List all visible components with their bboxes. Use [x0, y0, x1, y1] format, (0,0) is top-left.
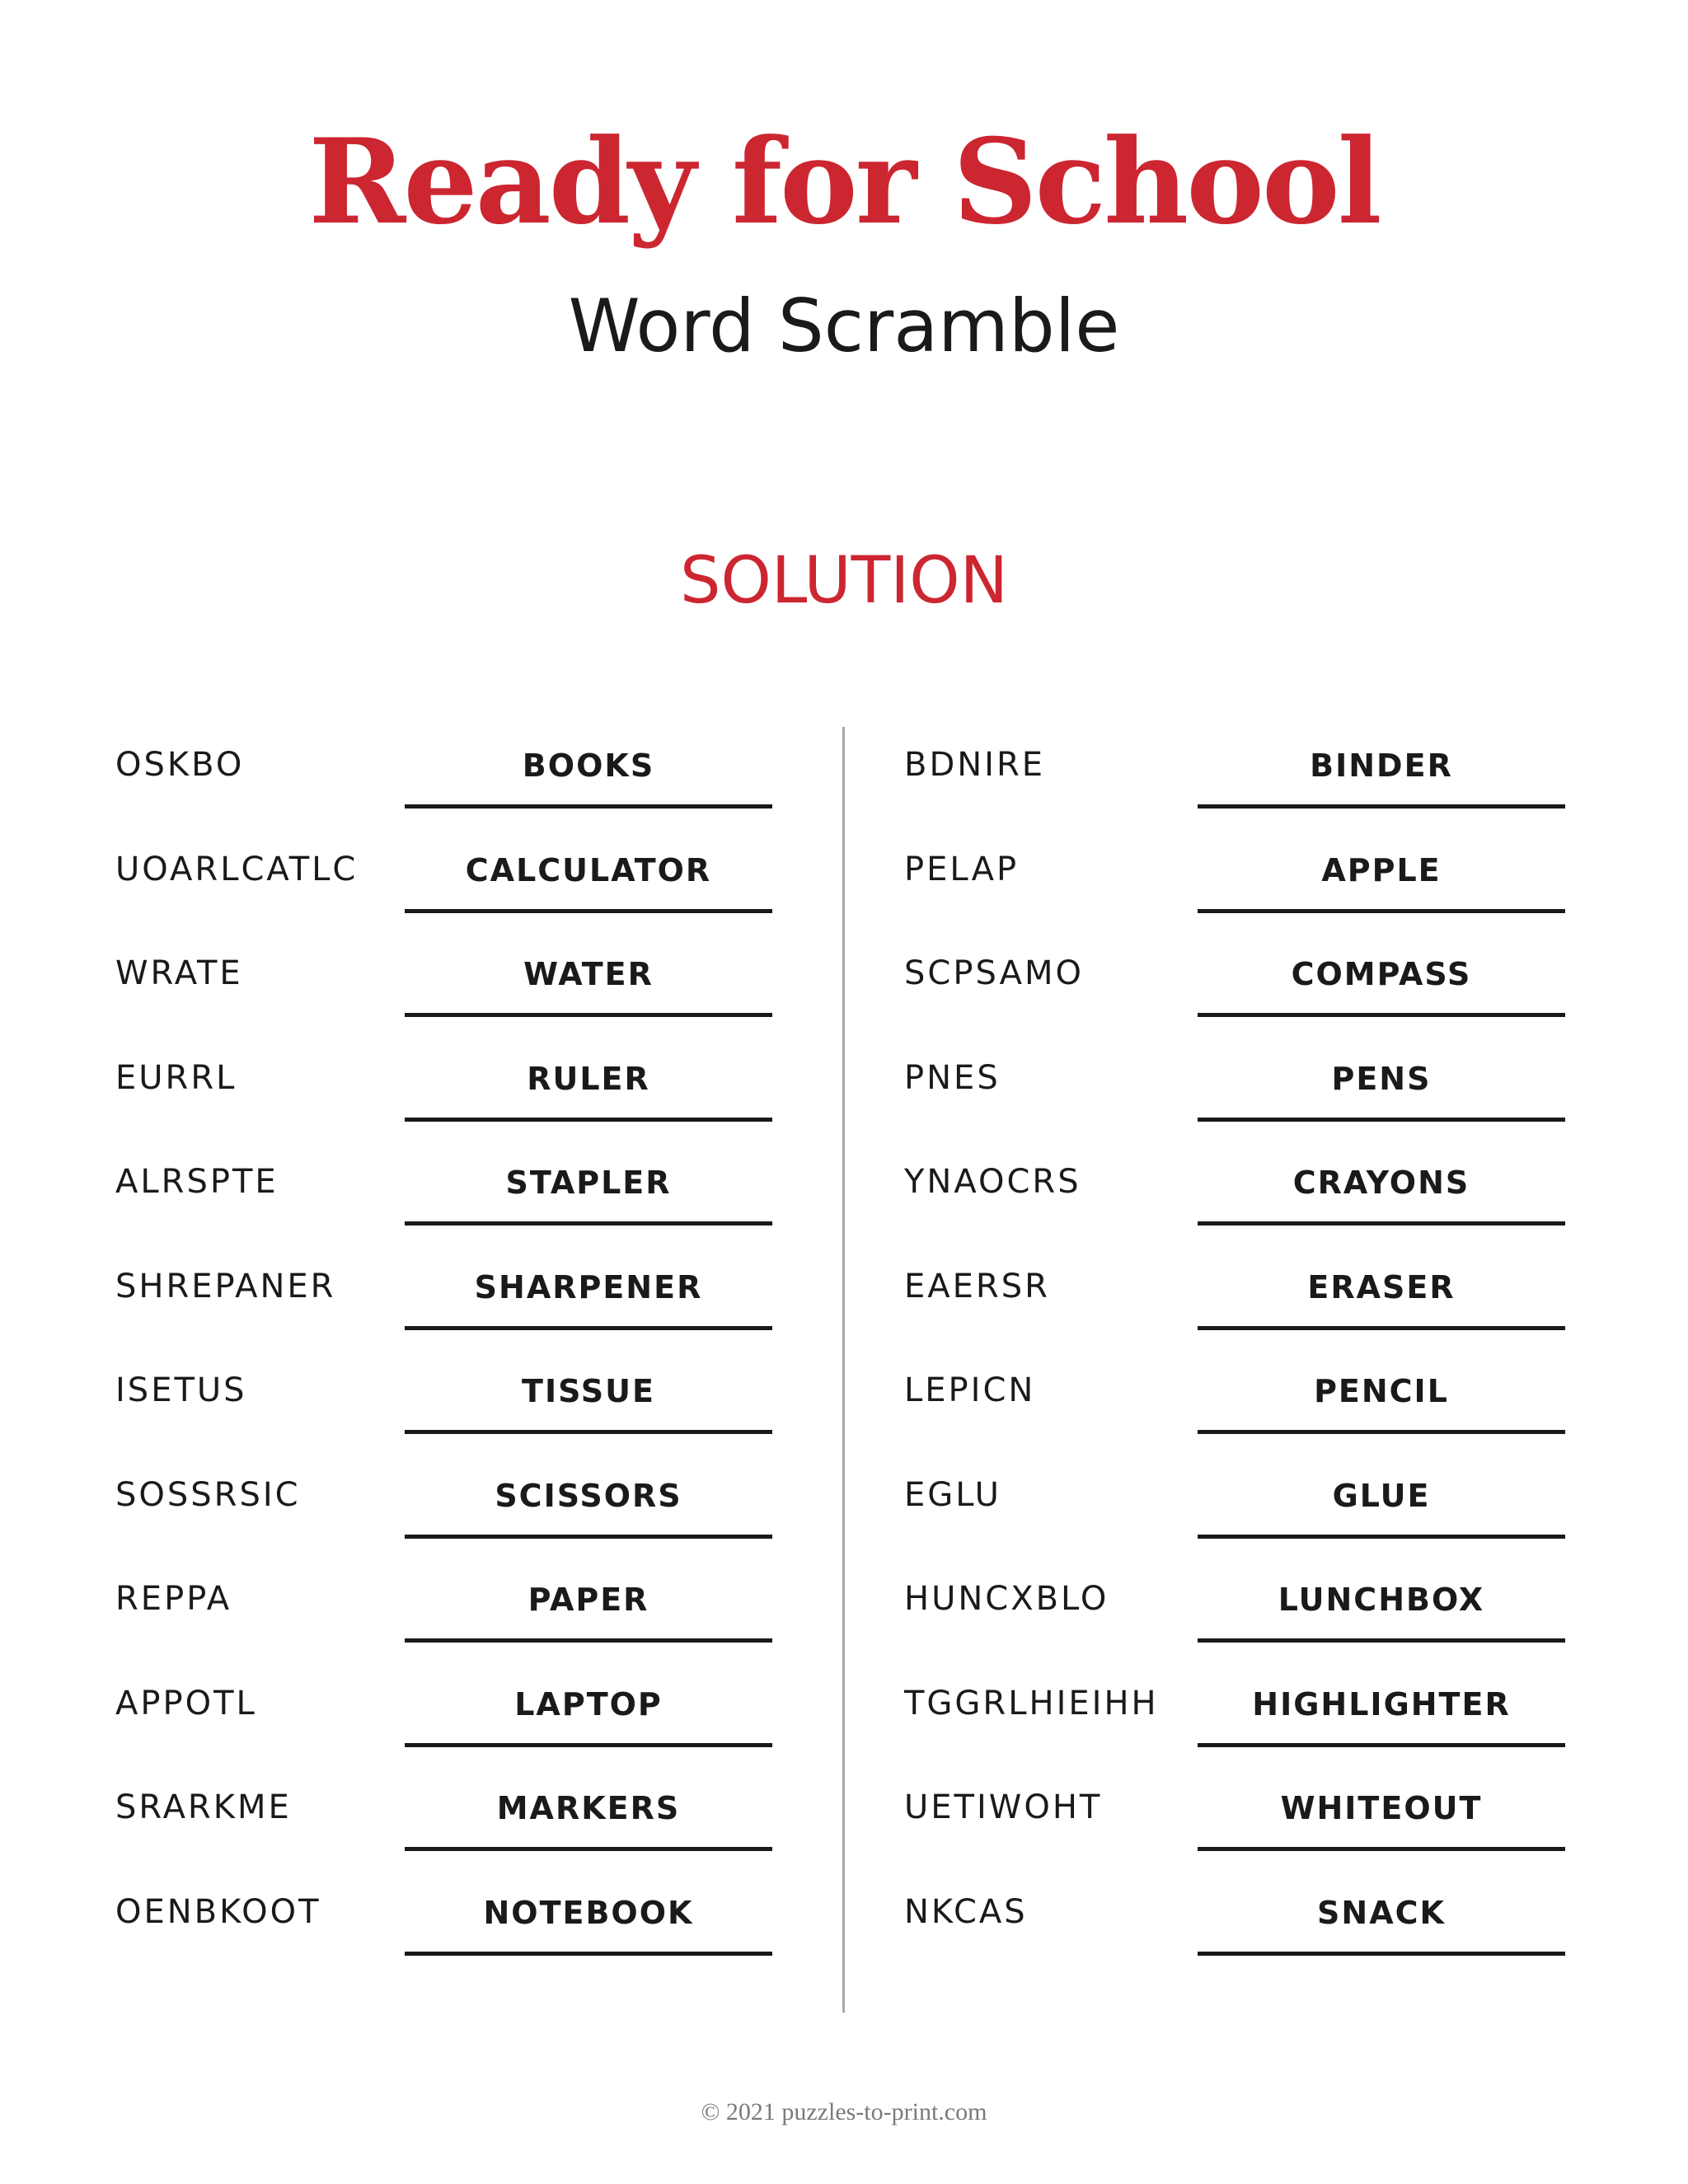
- answer-line: [405, 1879, 772, 1956]
- scrambled-word: WRATE: [115, 954, 243, 992]
- word-row: [904, 1254, 1572, 1358]
- scrambled-word: HUNCXBLO: [904, 1580, 1109, 1618]
- answer-word: BOOKS: [522, 748, 655, 784]
- answer-word: WATER: [523, 956, 654, 992]
- scrambled-word: NKCAS: [904, 1892, 1028, 1931]
- word-row: [904, 1671, 1572, 1775]
- answer-line: [1198, 1671, 1565, 1747]
- word-row: [115, 732, 775, 837]
- answer-line: [1198, 837, 1565, 913]
- answer-line: [405, 837, 772, 913]
- word-row: [904, 837, 1572, 941]
- answer-line: [1198, 1774, 1565, 1851]
- word-row: [115, 1045, 775, 1150]
- scrambled-word: PELAP: [904, 850, 1020, 888]
- scrambled-word: PNES: [904, 1058, 1001, 1097]
- answer-line: [1198, 1566, 1565, 1643]
- answer-word: CALCULATOR: [465, 851, 712, 888]
- scrambled-word: UOARLCATLC: [115, 850, 359, 888]
- page-title: Ready for School: [308, 114, 1380, 251]
- answer-word: STAPLER: [505, 1165, 672, 1201]
- word-row: [115, 1774, 775, 1879]
- word-row: [115, 940, 775, 1045]
- answer-line: [405, 1045, 772, 1122]
- answer-word: NOTEBOOK: [483, 1894, 694, 1931]
- scrambled-word: APPOTL: [115, 1684, 257, 1722]
- scrambled-word: REPPA: [115, 1580, 232, 1618]
- scrambled-word: SOSSRSIC: [115, 1475, 301, 1514]
- answer-word: HIGHLIGHTER: [1252, 1685, 1511, 1722]
- word-row: [904, 1774, 1572, 1879]
- answer-line: [405, 1566, 772, 1643]
- answer-line: [1198, 1357, 1565, 1434]
- answer-word: GLUE: [1332, 1477, 1431, 1514]
- word-row: [115, 1149, 775, 1254]
- answer-line: [405, 732, 772, 808]
- answer-word: WHITEOUT: [1280, 1790, 1483, 1826]
- word-row: [904, 1357, 1572, 1462]
- word-row: [115, 1357, 775, 1462]
- scrambled-word: SRARKME: [115, 1788, 292, 1826]
- answer-word: APPLE: [1321, 851, 1442, 888]
- scrambled-word: EGLU: [904, 1475, 1001, 1514]
- answer-word: ERASER: [1307, 1268, 1456, 1305]
- answer-line: [405, 1254, 772, 1330]
- scrambled-word: SHREPANER: [115, 1267, 336, 1305]
- answer-word: COMPASS: [1291, 956, 1472, 992]
- word-row: [115, 1566, 775, 1671]
- answer-word: PENCIL: [1314, 1373, 1449, 1409]
- answer-word: BINDER: [1310, 748, 1453, 784]
- scrambled-word: ALRSPTE: [115, 1163, 279, 1201]
- scrambled-word: TGGRLHIEIHH: [904, 1684, 1159, 1722]
- copyright-footer: © 2021 puzzles-to-print.com: [701, 2098, 987, 2125]
- scrambled-word: EAERSR: [904, 1267, 1050, 1305]
- answer-line: [405, 1149, 772, 1226]
- answer-line: [1198, 1462, 1565, 1539]
- scrambled-word: SCPSAMO: [904, 954, 1084, 992]
- answer-line: [405, 940, 772, 1017]
- answer-line: [405, 1671, 772, 1747]
- answer-word: SHARPENER: [474, 1268, 703, 1305]
- word-row: [115, 837, 775, 941]
- scrambled-word: EURRL: [115, 1058, 237, 1097]
- answer-line: [405, 1462, 772, 1539]
- solution-heading: SOLUTION: [680, 544, 1008, 618]
- answer-line: [405, 1774, 772, 1851]
- answer-word: LUNCHBOX: [1278, 1582, 1485, 1618]
- word-row: [115, 1671, 775, 1775]
- word-row: [904, 1462, 1572, 1567]
- answer-word: SCISSORS: [495, 1477, 682, 1514]
- answer-line: [1198, 732, 1565, 808]
- word-row: [904, 940, 1572, 1045]
- answer-word: TISSUE: [522, 1373, 655, 1409]
- right-word-column: [904, 732, 1572, 1983]
- word-row: [904, 1566, 1572, 1671]
- page-subtitle: Word Scramble: [568, 284, 1120, 368]
- answer-word: LAPTOP: [514, 1685, 663, 1722]
- answer-word: PENS: [1331, 1060, 1432, 1097]
- word-row: [904, 1879, 1572, 1984]
- scrambled-word: BDNIRE: [904, 746, 1046, 784]
- word-row: [115, 1879, 775, 1984]
- scrambled-word: UETIWOHT: [904, 1788, 1103, 1826]
- answer-word: RULER: [527, 1060, 650, 1097]
- answer-line: [1198, 1254, 1565, 1330]
- scrambled-word: YNAOCRS: [904, 1163, 1081, 1201]
- answer-line: [405, 1357, 772, 1434]
- answer-line: [1198, 1879, 1565, 1956]
- left-word-column: [115, 732, 775, 1983]
- answer-word: CRAYONS: [1292, 1165, 1470, 1201]
- scrambled-word: OENBKOOT: [115, 1892, 321, 1931]
- answer-word: MARKERS: [496, 1790, 681, 1826]
- answer-line: [1198, 940, 1565, 1017]
- word-row: [904, 1149, 1572, 1254]
- scrambled-word: LEPICN: [904, 1371, 1036, 1409]
- word-row: [115, 1462, 775, 1567]
- scrambled-word: OSKBO: [115, 746, 245, 784]
- word-row: [904, 1045, 1572, 1150]
- answer-line: [1198, 1045, 1565, 1122]
- answer-word: SNACK: [1317, 1894, 1446, 1931]
- answer-line: [1198, 1149, 1565, 1226]
- word-row: [904, 732, 1572, 837]
- answer-word: PAPER: [528, 1582, 649, 1618]
- column-divider: [842, 727, 845, 2013]
- scrambled-word: ISETUS: [115, 1371, 247, 1409]
- word-row: [115, 1254, 775, 1358]
